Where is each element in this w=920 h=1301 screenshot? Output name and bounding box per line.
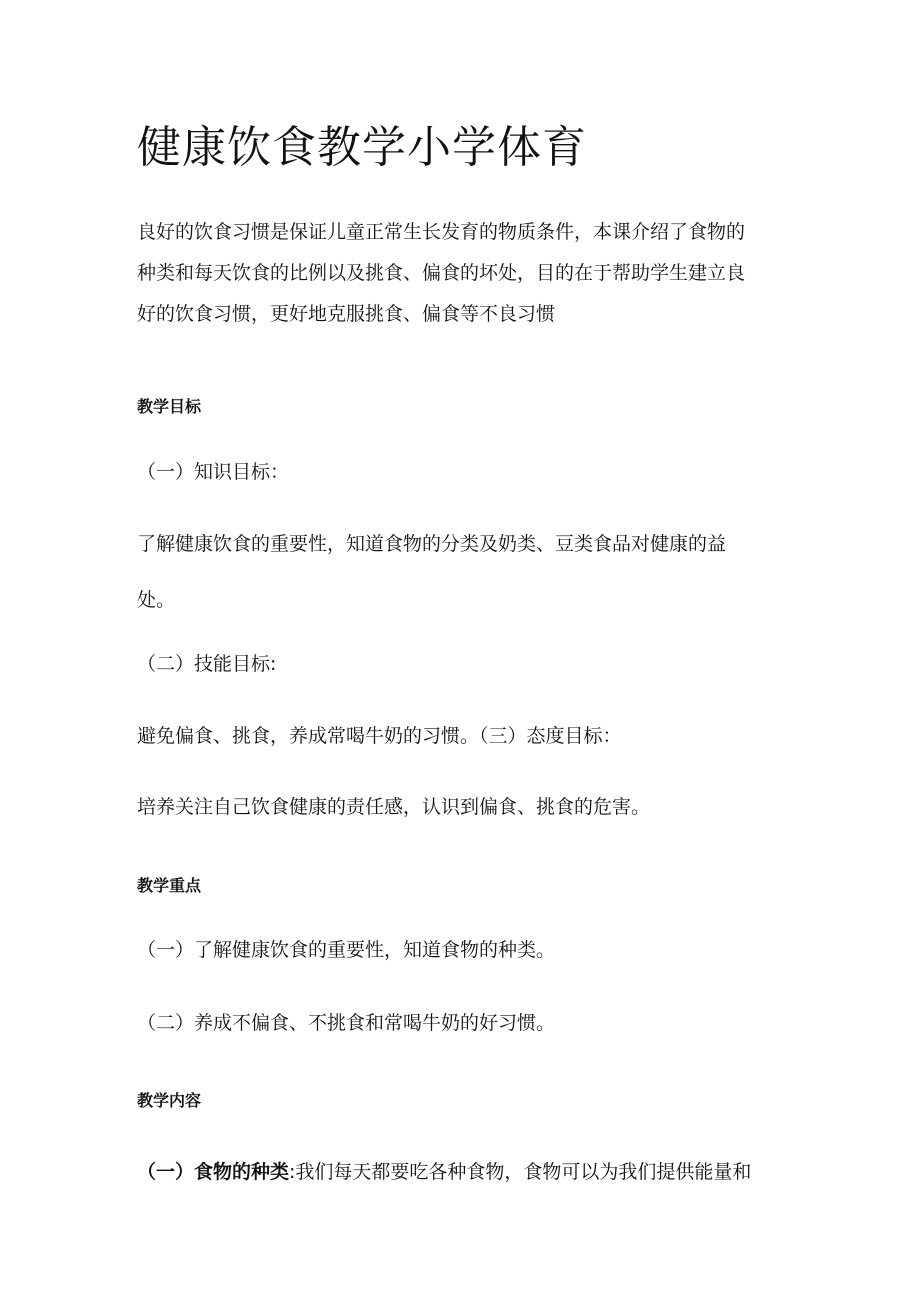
content-heading: 教学内容 — [137, 1091, 202, 1110]
intro-line: 良好的饮食习惯是保证儿童正常生长发育的物质条件，本课介绍了食物的 — [137, 221, 746, 243]
intro-line: 好的饮食习惯，更好地克服挑食、偏食等不良习惯 — [137, 303, 556, 325]
intro-line: 种类和每天饮食的比例以及挑食、偏食的坏处，目的在于帮助学生建立良 — [137, 262, 746, 284]
attitude-objective-text: 培养关注自己饮食健康的责任感，认识到偏食、挑食的危害。 — [137, 796, 651, 818]
knowledge-objective-text — [137, 516, 726, 628]
content-item-1-label: （一）食物的种类 — [137, 1161, 290, 1183]
skill-objective-text: 避免偏食、挑食，养成常喝牛奶的习惯。（三）态度目标： — [137, 725, 622, 747]
content-item-1 — [137, 1157, 751, 1187]
knowledge-objective-line: 了解健康饮食的重要性，知道食物的分类及奶类、豆类食品对健康的益 — [137, 533, 727, 555]
key-point-1: （一）了解健康饮食的重要性，知道食物的种类。 — [137, 939, 556, 961]
content-item-1-text: :我们每天都要吃各种食物，食物可以为我们提供能量和 — [289, 1161, 752, 1183]
key-points-heading: 教学重点 — [137, 876, 202, 895]
intro-paragraph — [137, 212, 797, 335]
document-title: 健康饮食教学小学体育 — [137, 122, 587, 173]
skill-objective-label: （二）技能目标: — [137, 653, 277, 675]
objectives-heading: 教学目标 — [137, 397, 202, 416]
key-point-2: （二）养成不偏食、不挑食和常喝牛奶的好习惯。 — [137, 1012, 556, 1034]
knowledge-objective-line: 处。 — [137, 589, 176, 611]
knowledge-objective-label: （一）知识目标： — [137, 461, 290, 483]
